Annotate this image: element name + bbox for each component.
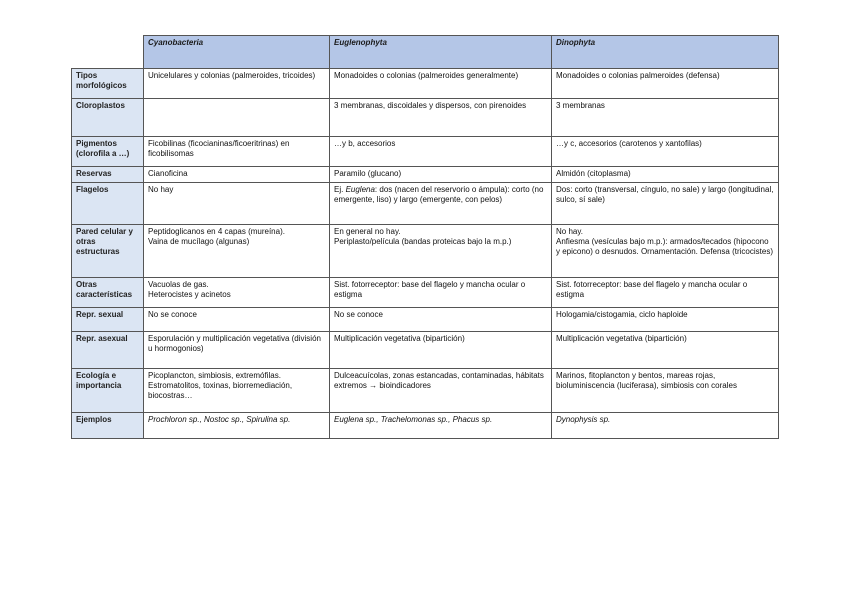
table-cell [330, 369, 552, 413]
table-row [72, 99, 779, 137]
header-row [72, 36, 779, 69]
table-cell: Dynophysis sp. [552, 413, 779, 439]
cell-line: Sist. fotorreceptor: base del flagelo y mancha ocular o estigma [556, 280, 748, 299]
table-cell [144, 278, 330, 308]
row-header: Pared celular y otras estructuras [72, 225, 144, 278]
cell-line: Heterocistes y acinetos [148, 290, 231, 299]
comparison-table [71, 35, 779, 439]
table-row [72, 332, 779, 369]
table-row [72, 167, 779, 183]
table-cell: Ficobilinas (ficocianinas/ficoeritrinas) en ficobilisomas [144, 137, 330, 167]
cell-line: En general no hay. [334, 227, 401, 236]
table-cell [144, 369, 330, 413]
row-header: Flagelos [72, 183, 144, 225]
cell-line: Marinos, fitoplancton y bentos, mareas rojas, bioluminiscencia (luciferasa), simbiosis con corales [556, 371, 737, 390]
genus-name: Euglena [345, 185, 375, 194]
table-cell: No se conoce [330, 308, 552, 332]
table-cell: Hologamia/cistogamia, ciclo haploide [552, 308, 779, 332]
flagella-description: : dos (nacen del reservorio o ámpula): corto (no emergente, liso) y largo (emergente, con pelos) [334, 185, 544, 204]
column-header-euglenophyta: Euglenophyta [330, 36, 552, 69]
table-cell [330, 225, 552, 278]
table-row [72, 183, 779, 225]
row-header: Cloroplastos [72, 99, 144, 137]
row-header: Otras características [72, 278, 144, 308]
cell-line: Anfiesma (vesículas bajo m.p.): armados/tecados (hipocono y epicono) o desnudos. Ornamentación. Defensa (tricocistes) [556, 237, 773, 256]
column-header-dinophyta: Dinophyta [552, 36, 779, 69]
row-header: Pigmentos (clorofila a …) [72, 137, 144, 167]
table-cell: …y b, accesorios [330, 137, 552, 167]
table-cell: Euglena sp., Trachelomonas sp., Phacus sp. [330, 413, 552, 439]
row-header: Ejemplos [72, 413, 144, 439]
table-row [72, 278, 779, 308]
cell-line: Estromatolitos, toxinas, biorremediación, biocostras… [148, 381, 293, 400]
row-header: Repr. asexual [72, 332, 144, 369]
cell-line: Vaina de mucílago (algunas) [148, 237, 250, 246]
table-cell [552, 278, 779, 308]
table-cell: Esporulación y multiplicación vegetativa (división u hormogonios) [144, 332, 330, 369]
table-cell: Paramilo (glucano) [330, 167, 552, 183]
table-cell: 3 membranas [552, 99, 779, 137]
table-cell: Cianoficina [144, 167, 330, 183]
table-row [72, 308, 779, 332]
table-cell: Unicelulares y colonias (palmeroides, tricoides) [144, 69, 330, 99]
corner-cell [72, 36, 144, 69]
row-header: Ecología e importancia [72, 369, 144, 413]
table-cell: …y c, accesorios (carotenos y xantofilas) [552, 137, 779, 167]
row-header: Reservas [72, 167, 144, 183]
table-cell: Multiplicación vegetativa (bipartición) [330, 332, 552, 369]
row-header: Tipos morfológicos [72, 69, 144, 99]
cell-line: Picoplancton, simbiosis, extremófilas. [148, 371, 281, 380]
table-row [72, 137, 779, 167]
table-cell: Almidón (citoplasma) [552, 167, 779, 183]
table-row [72, 413, 779, 439]
example-prefix: Ej. [334, 185, 346, 194]
table-cell: No hay [144, 183, 330, 225]
column-header-cyanobacteria: Cyanobacteria [144, 36, 330, 69]
table-cell [144, 225, 330, 278]
table-cell: Prochloron sp., Nostoc sp., Spirulina sp. [144, 413, 330, 439]
table-cell [144, 99, 330, 137]
table-cell: Multiplicación vegetativa (bipartición) [552, 332, 779, 369]
cell-line: Sist. fotorreceptor: base del flagelo y mancha ocular o estigma [334, 280, 526, 299]
table-cell [330, 183, 552, 225]
row-header: Repr. sexual [72, 308, 144, 332]
cell-line: No hay. [556, 227, 583, 236]
table-cell: Dos: corto (transversal, cíngulo, no sale) y largo (longitudinal, sulco, sí sale) [552, 183, 779, 225]
table-cell: Monadoides o colonias palmeroides (defensa) [552, 69, 779, 99]
cell-line: Dulceacuícolas, zonas estancadas, contaminadas, hábitats extremos → bioindicadores [334, 371, 544, 390]
table-row [72, 69, 779, 99]
cell-line: Peptidoglicanos en 4 capas (mureína). [148, 227, 285, 236]
cell-line: Periplasto/película (bandas proteicas bajo la m.p.) [334, 237, 512, 246]
table-cell: 3 membranas, discoidales y dispersos, con pirenoides [330, 99, 552, 137]
table-cell [552, 369, 779, 413]
table-row [72, 225, 779, 278]
table-row [72, 369, 779, 413]
table-cell [552, 225, 779, 278]
table-cell: Monadoides o colonias (palmeroides generalmente) [330, 69, 552, 99]
table-cell: No se conoce [144, 308, 330, 332]
cell-line: Vacuolas de gas. [148, 280, 209, 289]
table-cell [330, 278, 552, 308]
